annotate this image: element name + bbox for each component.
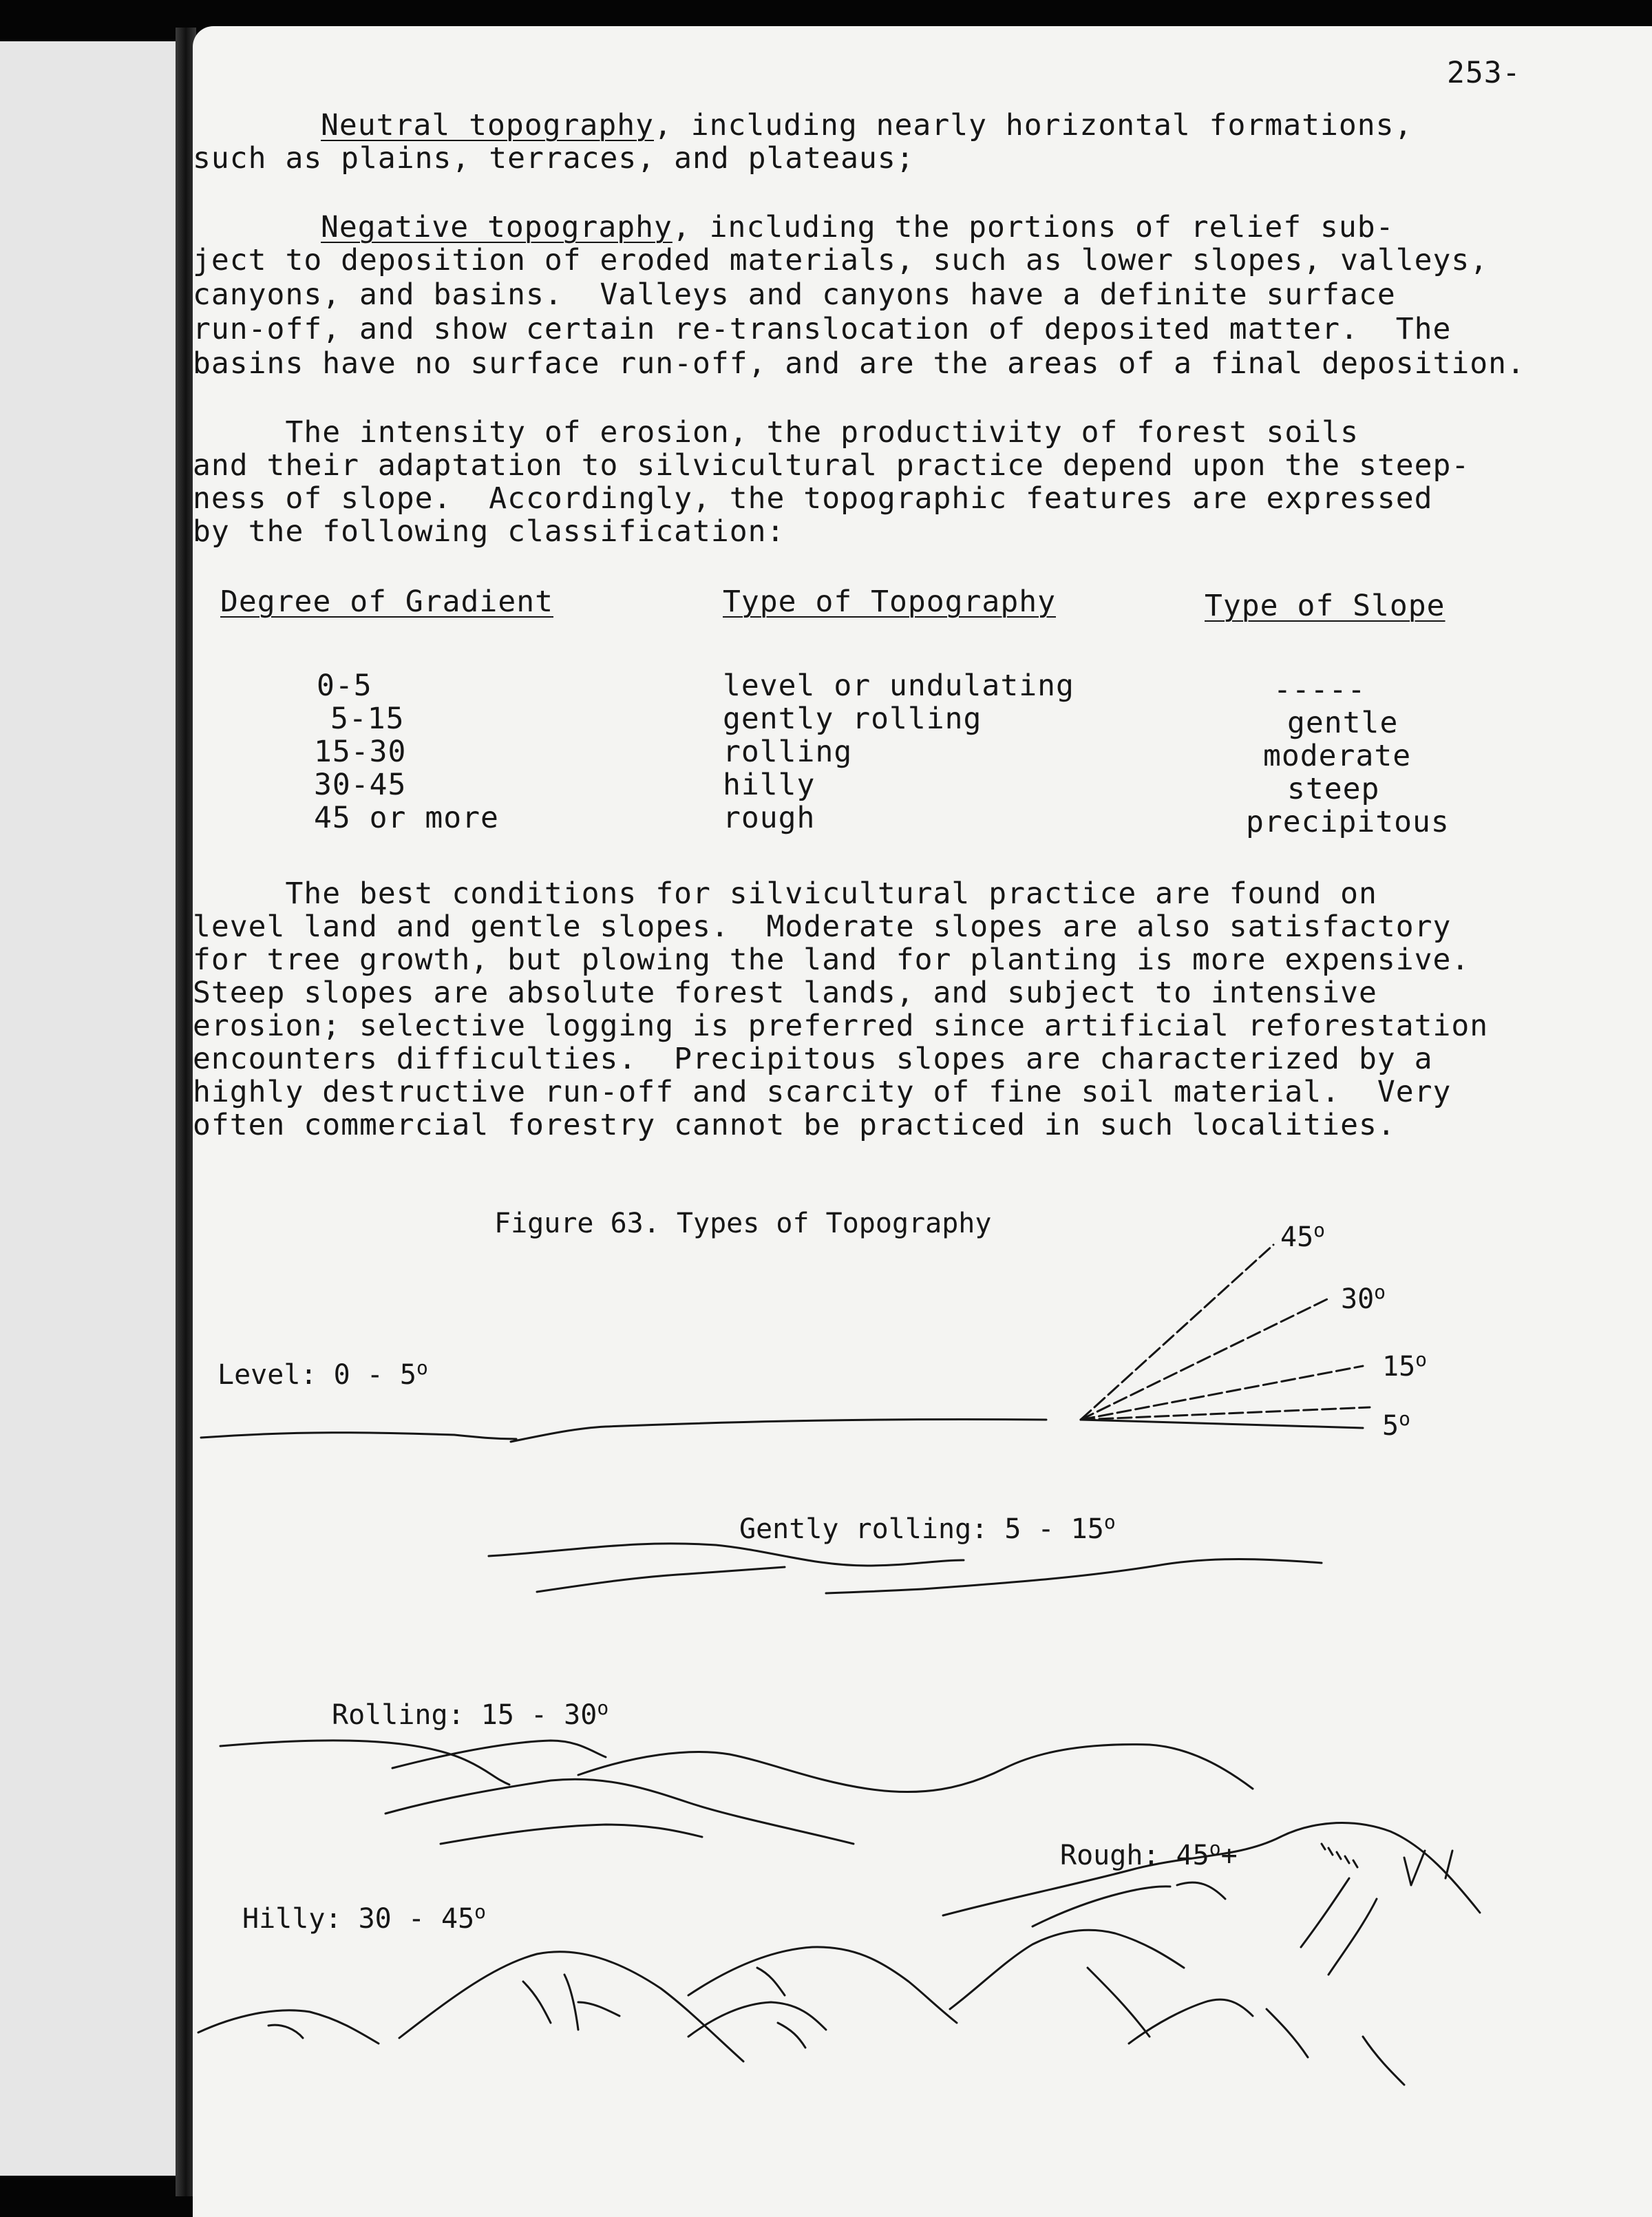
fan-line-30	[1081, 1299, 1328, 1420]
fan-label-30: 30$^o$	[1341, 1281, 1386, 1315]
fan-base-line	[1081, 1420, 1363, 1428]
rough-profile	[943, 1823, 1480, 2085]
figure-caption: Figure 63. Types of Topography	[494, 1208, 992, 1239]
table-cell-slope: -----	[1273, 673, 1366, 707]
best-line-7: highly destructive run-off and scarcity of fine soil material. Very	[193, 1075, 1452, 1109]
negative-line-4: run-off, and show certain re-translocation of deposited matter. The	[193, 312, 1452, 346]
negative-line-1: Negative topography, including the portions of relief sub-	[321, 210, 1395, 244]
table-cell-topography: hilly	[723, 768, 816, 802]
slope-angle-fan	[1081, 1219, 1427, 1442]
table-cell-slope: gentle	[1287, 706, 1399, 740]
intensity-line-4: by the following classification:	[193, 514, 785, 549]
adjacent-page-edge	[0, 41, 186, 2176]
table-cell-topography: rough	[723, 801, 816, 835]
table-cell-gradient: 0-5	[317, 669, 372, 703]
neutral-line-1: Neutral topography, including nearly horizontal formations,	[321, 108, 1413, 143]
best-line-8: often commercial forestry cannot be practiced in such localities.	[193, 1108, 1396, 1142]
table-cell-slope: precipitous	[1246, 805, 1450, 839]
table-cell-gradient: 5-15	[330, 702, 405, 736]
negative-line-5: basins have no surface run-off, and are the areas of a final deposition.	[193, 346, 1525, 381]
best-line-2: level land and gentle slopes. Moderate slopes are also satisfactory	[193, 910, 1452, 944]
table-cell-gradient: 30-45	[314, 768, 407, 802]
best-line-5: erosion; selective logging is preferred since artificial reforestation	[193, 1009, 1489, 1043]
table-header-topography: Type of Topography	[723, 585, 1056, 619]
table-cell-topography: gently rolling	[723, 702, 982, 736]
level-profile	[201, 1419, 1046, 1442]
table-cell-slope: steep	[1287, 772, 1380, 806]
best-line-4: Steep slopes are absolute forest lands, and subject to intensive	[193, 976, 1377, 1010]
document-page	[193, 26, 1652, 2217]
topography-figure	[193, 26, 1652, 2217]
rolling-label: Rolling: 15 - 30$^o$	[332, 1696, 609, 1731]
negative-term: Negative topography	[321, 210, 673, 244]
gently-rolling-profile	[489, 1544, 1322, 1593]
table-cell-topography: level or undulating	[723, 669, 1074, 703]
table-cell-gradient: 15-30	[314, 735, 407, 769]
level-label: Level: 0 - 5$^o$	[218, 1356, 428, 1391]
fan-line-15	[1081, 1366, 1363, 1420]
best-line-3: for tree growth, but plowing the land for planting is more expensive.	[193, 943, 1470, 977]
fan-label-5: 5$^o$	[1382, 1407, 1410, 1442]
rough-label: Rough: $45^o+$	[1060, 1837, 1238, 1871]
negative-line-3: canyons, and basins. Valleys and canyons have a definite surface	[193, 277, 1396, 312]
gently-rolling-label: Gently rolling: 5 - 15$^o$	[739, 1511, 1116, 1545]
neutral-term: Neutral topography	[321, 108, 654, 143]
hilly-profile	[198, 1947, 957, 2061]
hilly-label: Hilly: 30 - 45$^o$	[242, 1900, 487, 1935]
table-cell-gradient: 45 or more	[314, 801, 499, 835]
rolling-profile	[220, 1741, 1253, 1844]
intensity-line-3: ness of slope. Accordingly, the topographic features are expressed	[193, 481, 1433, 516]
table-header-gradient: Degree of Gradient	[220, 585, 553, 619]
table-cell-slope: moderate	[1263, 739, 1412, 773]
fan-label-15: 15$^o$	[1382, 1348, 1428, 1383]
page-number: 253-	[1447, 56, 1521, 90]
best-line-6: encounters difficulties. Precipitous slopes are characterized by a	[193, 1042, 1433, 1076]
fan-label-45: 45$^o$	[1280, 1219, 1326, 1253]
table-cell-topography: rolling	[723, 735, 853, 769]
best-line-1: The best conditions for silvicultural practice are found on	[193, 876, 1377, 911]
negative-line-2: ject to deposition of eroded materials, such as lower slopes, valleys,	[193, 243, 1489, 277]
neutral-line-2: such as plains, terraces, and plateaus;	[193, 141, 915, 176]
intensity-line-2: and their adaptation to silvicultural practice depend upon the steep-	[193, 448, 1470, 483]
intensity-line-1: The intensity of erosion, the productivity of forest soils	[193, 415, 1359, 450]
fan-line-45	[1081, 1245, 1273, 1420]
table-header-slope: Type of Slope	[1205, 589, 1446, 623]
fan-line-5	[1081, 1407, 1370, 1420]
